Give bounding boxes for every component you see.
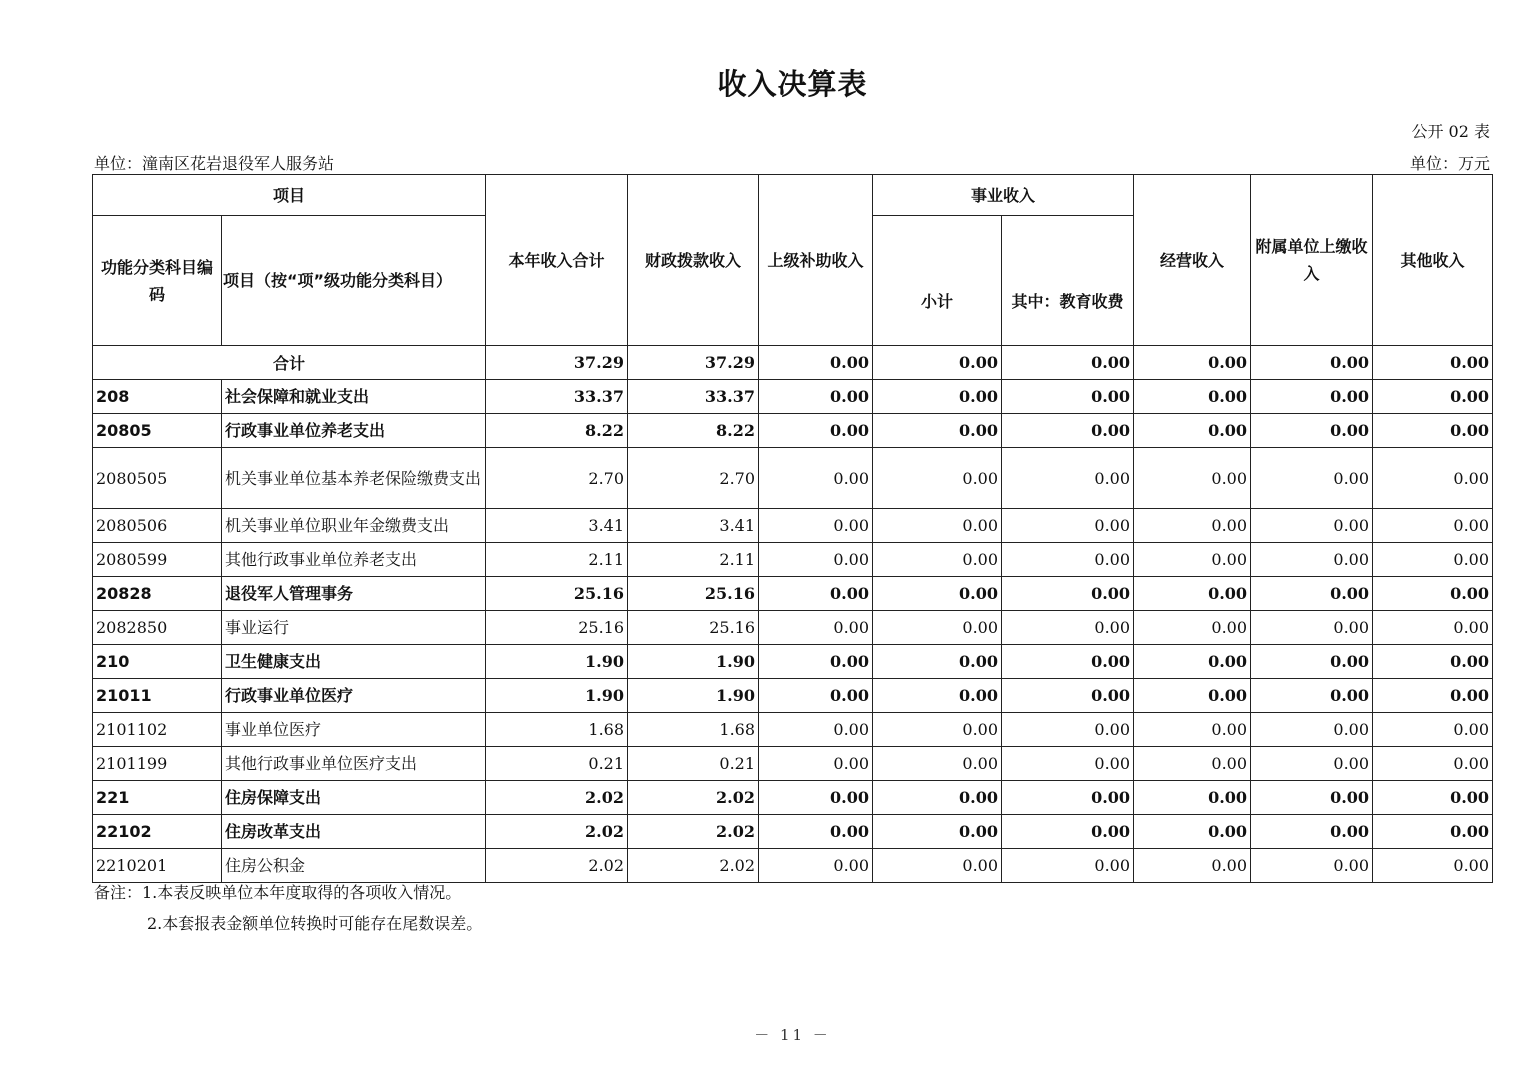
row-value: 33.37 xyxy=(628,380,759,414)
row-value: 0.00 xyxy=(1002,577,1134,611)
row-value: 0.00 xyxy=(1134,747,1251,781)
row-value: 0.00 xyxy=(1002,414,1134,448)
row-value: 3.41 xyxy=(486,509,628,543)
row-value: 0.00 xyxy=(1134,611,1251,645)
header-operating: 经营收入 xyxy=(1134,175,1251,346)
row-value: 0.00 xyxy=(759,414,873,448)
table-row xyxy=(93,781,1493,815)
row-value: 0.00 xyxy=(1002,747,1134,781)
currency-unit: 单位：万元 xyxy=(1409,154,1490,173)
table-row xyxy=(93,543,1493,577)
page-number: － 11 － xyxy=(754,1026,831,1044)
table-row xyxy=(93,679,1493,713)
row-value: 0.00 xyxy=(1373,713,1493,747)
row-value: 0.00 xyxy=(1002,781,1134,815)
row-value: 0.00 xyxy=(759,380,873,414)
row-value: 0.00 xyxy=(1373,815,1493,849)
table-row xyxy=(93,611,1493,645)
row-value: 0.00 xyxy=(1251,849,1373,883)
row-value: 0.00 xyxy=(1251,577,1373,611)
row-value: 0.00 xyxy=(1251,815,1373,849)
row-name: 其他行政事业单位医疗支出 xyxy=(222,747,486,781)
row-code: 2210201 xyxy=(93,849,222,883)
table-row xyxy=(93,414,1493,448)
row-name: 社会保障和就业支出 xyxy=(222,380,486,414)
row-value: 0.21 xyxy=(628,747,759,781)
row-value: 0.00 xyxy=(759,543,873,577)
row-name: 行政事业单位医疗 xyxy=(222,679,486,713)
row-value: 0.00 xyxy=(1002,611,1134,645)
header-other: 其他收入 xyxy=(1373,175,1493,346)
row-name: 机关事业单位基本养老保险缴费支出 xyxy=(222,448,486,509)
row-value: 0.00 xyxy=(1002,713,1134,747)
row-value: 0.00 xyxy=(1134,380,1251,414)
row-value: 0.00 xyxy=(1134,849,1251,883)
row-name: 事业运行 xyxy=(222,611,486,645)
table-row xyxy=(93,448,1493,509)
total-cell: 0.00 xyxy=(1251,346,1373,380)
row-value: 0.00 xyxy=(1373,679,1493,713)
total-row xyxy=(93,346,1493,380)
row-value: 0.00 xyxy=(759,611,873,645)
header-fiscal: 财政拨款收入 xyxy=(628,175,759,346)
table-row xyxy=(93,509,1493,543)
row-name: 事业单位医疗 xyxy=(222,713,486,747)
row-value: 0.00 xyxy=(1251,645,1373,679)
row-value: 0.00 xyxy=(1373,577,1493,611)
row-value: 0.00 xyxy=(1134,509,1251,543)
row-value: 0.00 xyxy=(873,815,1002,849)
row-value: 0.00 xyxy=(1002,849,1134,883)
row-value: 0.00 xyxy=(873,645,1002,679)
row-code: 210 xyxy=(93,645,222,679)
header-row-1 xyxy=(93,175,1493,216)
row-value: 0.00 xyxy=(759,849,873,883)
table-row xyxy=(93,849,1493,883)
row-value: 0.00 xyxy=(1251,611,1373,645)
row-value: 0.00 xyxy=(1134,645,1251,679)
header-project: 项目 xyxy=(93,175,486,216)
row-value: 0.00 xyxy=(873,747,1002,781)
row-value: 25.16 xyxy=(486,611,628,645)
row-value: 0.00 xyxy=(873,713,1002,747)
row-value: 0.00 xyxy=(1373,448,1493,509)
note-2: 2.本套报表金额单位转换时可能存在尾数误差。 xyxy=(147,914,483,933)
row-value: 0.00 xyxy=(1373,543,1493,577)
row-value: 25.16 xyxy=(628,611,759,645)
row-value: 2.02 xyxy=(486,815,628,849)
row-name: 行政事业单位养老支出 xyxy=(222,414,486,448)
row-value: 0.00 xyxy=(1002,380,1134,414)
total-cell: 0.00 xyxy=(1134,346,1251,380)
table-row xyxy=(93,747,1493,781)
row-value: 0.00 xyxy=(873,611,1002,645)
row-value: 2.70 xyxy=(486,448,628,509)
row-code: 2101199 xyxy=(93,747,222,781)
row-value: 0.00 xyxy=(1251,380,1373,414)
row-value: 1.90 xyxy=(628,679,759,713)
row-name: 其他行政事业单位养老支出 xyxy=(222,543,486,577)
row-value: 0.00 xyxy=(1134,815,1251,849)
total-cell: 0.00 xyxy=(1373,346,1493,380)
table-row xyxy=(93,577,1493,611)
row-value: 0.00 xyxy=(1373,509,1493,543)
row-value: 2.02 xyxy=(628,849,759,883)
row-name: 退役军人管理事务 xyxy=(222,577,486,611)
header-subtotal: 小计 xyxy=(873,216,1002,346)
row-value: 0.00 xyxy=(759,679,873,713)
row-name: 住房保障支出 xyxy=(222,781,486,815)
row-value: 2.02 xyxy=(628,781,759,815)
row-value: 0.00 xyxy=(1373,645,1493,679)
row-code: 20805 xyxy=(93,414,222,448)
row-code: 22102 xyxy=(93,815,222,849)
total-cell: 0.00 xyxy=(873,346,1002,380)
row-value: 0.00 xyxy=(759,713,873,747)
table-row xyxy=(93,815,1493,849)
row-value: 8.22 xyxy=(628,414,759,448)
row-value: 8.22 xyxy=(486,414,628,448)
header-affiliated: 附属单位上缴收入 xyxy=(1251,175,1373,346)
row-value: 2.02 xyxy=(486,781,628,815)
row-value: 1.90 xyxy=(628,645,759,679)
row-code: 2080599 xyxy=(93,543,222,577)
row-value: 0.00 xyxy=(1134,577,1251,611)
total-cell: 0.00 xyxy=(1002,346,1134,380)
row-value: 0.00 xyxy=(1373,849,1493,883)
row-value: 0.00 xyxy=(1002,509,1134,543)
row-value: 3.41 xyxy=(628,509,759,543)
row-code: 2101102 xyxy=(93,713,222,747)
table-row xyxy=(93,380,1493,414)
header-func-code: 功能分类科目编码 xyxy=(93,216,222,346)
row-value: 0.00 xyxy=(1373,781,1493,815)
row-value: 0.00 xyxy=(759,747,873,781)
row-value: 0.00 xyxy=(1251,414,1373,448)
row-value: 0.00 xyxy=(873,509,1002,543)
row-value: 0.00 xyxy=(1002,645,1134,679)
unit-name: 单位：潼南区花岩退役军人服务站 xyxy=(94,154,335,173)
row-value: 0.00 xyxy=(1251,781,1373,815)
row-value: 0.00 xyxy=(759,577,873,611)
row-value: 1.68 xyxy=(486,713,628,747)
total-cell: 0.00 xyxy=(759,346,873,380)
row-value: 0.00 xyxy=(1134,414,1251,448)
row-value: 25.16 xyxy=(628,577,759,611)
row-value: 0.00 xyxy=(1251,543,1373,577)
row-value: 0.21 xyxy=(486,747,628,781)
row-value: 0.00 xyxy=(1373,414,1493,448)
row-code: 2082850 xyxy=(93,611,222,645)
row-value: 0.00 xyxy=(1373,380,1493,414)
total-cell: 37.29 xyxy=(486,346,628,380)
row-value: 1.90 xyxy=(486,645,628,679)
row-value: 0.00 xyxy=(1002,448,1134,509)
row-name: 卫生健康支出 xyxy=(222,645,486,679)
table-row xyxy=(93,645,1493,679)
row-code: 208 xyxy=(93,380,222,414)
total-label: 合计 xyxy=(93,346,486,380)
row-value: 0.00 xyxy=(1251,448,1373,509)
row-value: 0.00 xyxy=(873,781,1002,815)
note-1: 备注：1.本表反映单位本年度取得的各项收入情况。 xyxy=(94,883,462,902)
row-value: 0.00 xyxy=(1251,747,1373,781)
row-value: 0.00 xyxy=(1134,543,1251,577)
row-code: 21011 xyxy=(93,679,222,713)
row-value: 0.00 xyxy=(873,448,1002,509)
row-value: 0.00 xyxy=(873,577,1002,611)
row-value: 0.00 xyxy=(759,815,873,849)
row-value: 0.00 xyxy=(873,414,1002,448)
header-superior: 上级补助收入 xyxy=(759,175,873,346)
row-value: 0.00 xyxy=(759,645,873,679)
header-business: 事业收入 xyxy=(873,175,1134,216)
row-value: 0.00 xyxy=(759,781,873,815)
row-value: 33.37 xyxy=(486,380,628,414)
row-code: 20828 xyxy=(93,577,222,611)
row-name: 机关事业单位职业年金缴费支出 xyxy=(222,509,486,543)
document-title: 收入决算表 xyxy=(717,67,868,101)
row-value: 0.00 xyxy=(1002,679,1134,713)
row-value: 2.02 xyxy=(486,849,628,883)
row-value: 0.00 xyxy=(1251,679,1373,713)
row-value: 0.00 xyxy=(1251,509,1373,543)
row-value: 2.02 xyxy=(628,815,759,849)
row-value: 0.00 xyxy=(1134,781,1251,815)
row-code: 221 xyxy=(93,781,222,815)
row-value: 0.00 xyxy=(873,543,1002,577)
row-name: 住房公积金 xyxy=(222,849,486,883)
row-code: 2080506 xyxy=(93,509,222,543)
row-code: 2080505 xyxy=(93,448,222,509)
table-row xyxy=(93,713,1493,747)
row-value: 0.00 xyxy=(759,448,873,509)
row-value: 2.11 xyxy=(486,543,628,577)
row-value: 0.00 xyxy=(1134,679,1251,713)
header-education: 其中：教育收费 xyxy=(1002,216,1134,346)
header-total-income: 本年收入合计 xyxy=(486,175,628,346)
row-value: 0.00 xyxy=(759,509,873,543)
row-value: 0.00 xyxy=(1373,747,1493,781)
row-value: 2.11 xyxy=(628,543,759,577)
row-value: 2.70 xyxy=(628,448,759,509)
table-body xyxy=(93,346,1493,883)
header-item-name: 项目（按“项”级功能分类科目） xyxy=(222,216,486,346)
form-code: 公开 02 表 xyxy=(1411,122,1490,141)
row-value: 0.00 xyxy=(1251,713,1373,747)
income-table xyxy=(92,174,1493,883)
total-cell: 37.29 xyxy=(628,346,759,380)
row-value: 1.68 xyxy=(628,713,759,747)
row-value: 25.16 xyxy=(486,577,628,611)
row-value: 0.00 xyxy=(873,679,1002,713)
row-value: 0.00 xyxy=(1134,448,1251,509)
row-value: 0.00 xyxy=(1373,611,1493,645)
row-value: 0.00 xyxy=(873,380,1002,414)
row-name: 住房改革支出 xyxy=(222,815,486,849)
row-value: 0.00 xyxy=(1002,543,1134,577)
row-value: 0.00 xyxy=(1002,815,1134,849)
row-value: 1.90 xyxy=(486,679,628,713)
row-value: 0.00 xyxy=(1134,713,1251,747)
row-value: 0.00 xyxy=(873,849,1002,883)
